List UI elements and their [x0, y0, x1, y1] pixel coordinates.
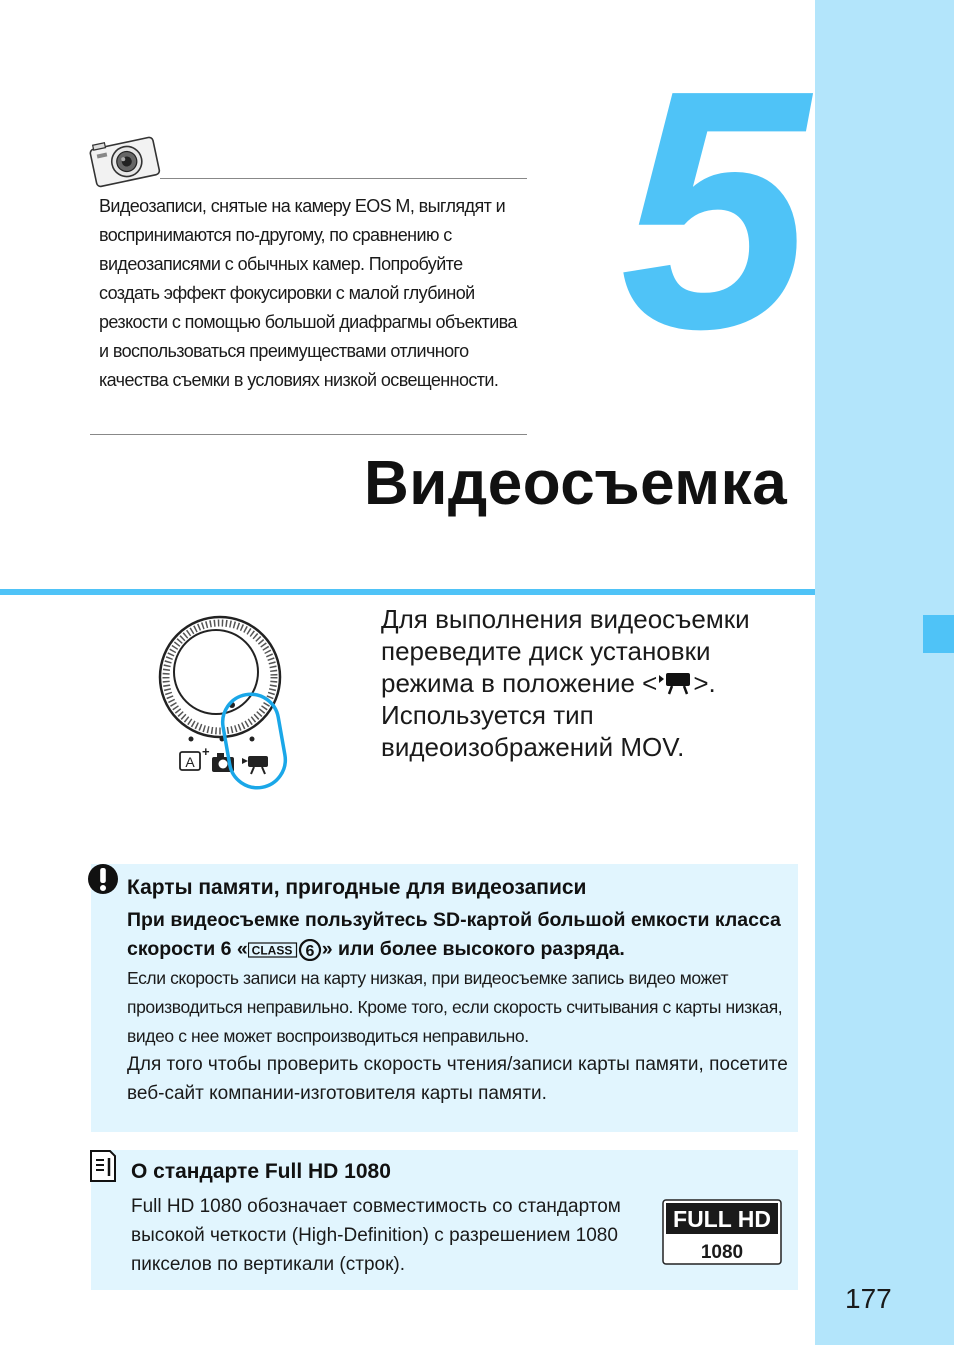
caution-lead-end: » или более высокого разряда.: [321, 938, 625, 960]
instruction-text-end: >. Используется тип видеоизображений MOV.: [381, 668, 716, 762]
movie-camera-icon: [657, 671, 693, 695]
speed-class-number: 6: [305, 942, 315, 960]
mode-dial-illustration: [150, 612, 300, 792]
full-hd-logo-bottom: 1080: [700, 1242, 744, 1263]
auto-plus-mark: +: [202, 744, 210, 759]
chapter-sidebar: [815, 0, 954, 1345]
section-divider: [0, 589, 815, 595]
note-icon: [88, 1148, 118, 1184]
intro-bottom-rule: [90, 434, 527, 435]
camera-icon: [86, 127, 162, 189]
caution-heading: Карты памяти, пригодные для видеозаписи: [127, 876, 587, 899]
page-number: 177: [845, 1283, 892, 1314]
full-hd-1080-logo: [662, 1199, 782, 1265]
caution-body-text-2: Для того чтобы проверить скорость чтения/записи карты памяти, посетите веб-сайт компании-изготовителя карты памяти.: [127, 1054, 788, 1104]
chapter-title: Видеосъемка: [364, 449, 788, 518]
caution-body-text: Если скорость записи на карту низкая, при видеосъемке запись видео может производиться неправильно. Кроме того, если скорость считывания с карты низкая, видео с нее может воспроизводиться неправильно.: [127, 968, 783, 1046]
caution-icon: [86, 862, 120, 896]
movie-mode-instruction: [381, 603, 801, 763]
caution-lead-start: При видеосъемке пользуйтесь SD-картой большой емкости класса скорости 6 «: [127, 909, 781, 960]
note-body-text: Full HD 1080 обозначает совместимость со стандартом высокой четкости (High-Definition) с разрешением 1080 пикселов по вертикали (строк).: [131, 1196, 621, 1275]
note-heading: О стандарте Full HD 1080: [131, 1160, 391, 1183]
intro-top-rule: [160, 178, 527, 179]
instruction-text-start: Для выполнения видеосъемки переведите диск установки режима в положение <: [381, 604, 750, 698]
chapter-intro-text: Видеозаписи, снятые на камеру EOS M, выглядят и воспринимаются по-другому, по сравнению с видеозаписями с обычных камер. Попробуйте создать эффект фокусировки с малой глубиной резкости с помощью большой диафрагмы объектива и воспользоваться преимуществами отличного качества съемки в условиях низкой освещенности.: [99, 196, 517, 390]
chapter-number: 5: [620, 20, 810, 400]
full-hd-logo-top: FULL HD: [673, 1206, 771, 1232]
auto-mode-label: A: [185, 754, 195, 770]
speed-class-text: CLASS: [251, 943, 293, 958]
chapter-tab-marker: [923, 615, 954, 653]
caution-lead-text: [127, 906, 797, 964]
speed-class-6-icon: [248, 939, 322, 961]
